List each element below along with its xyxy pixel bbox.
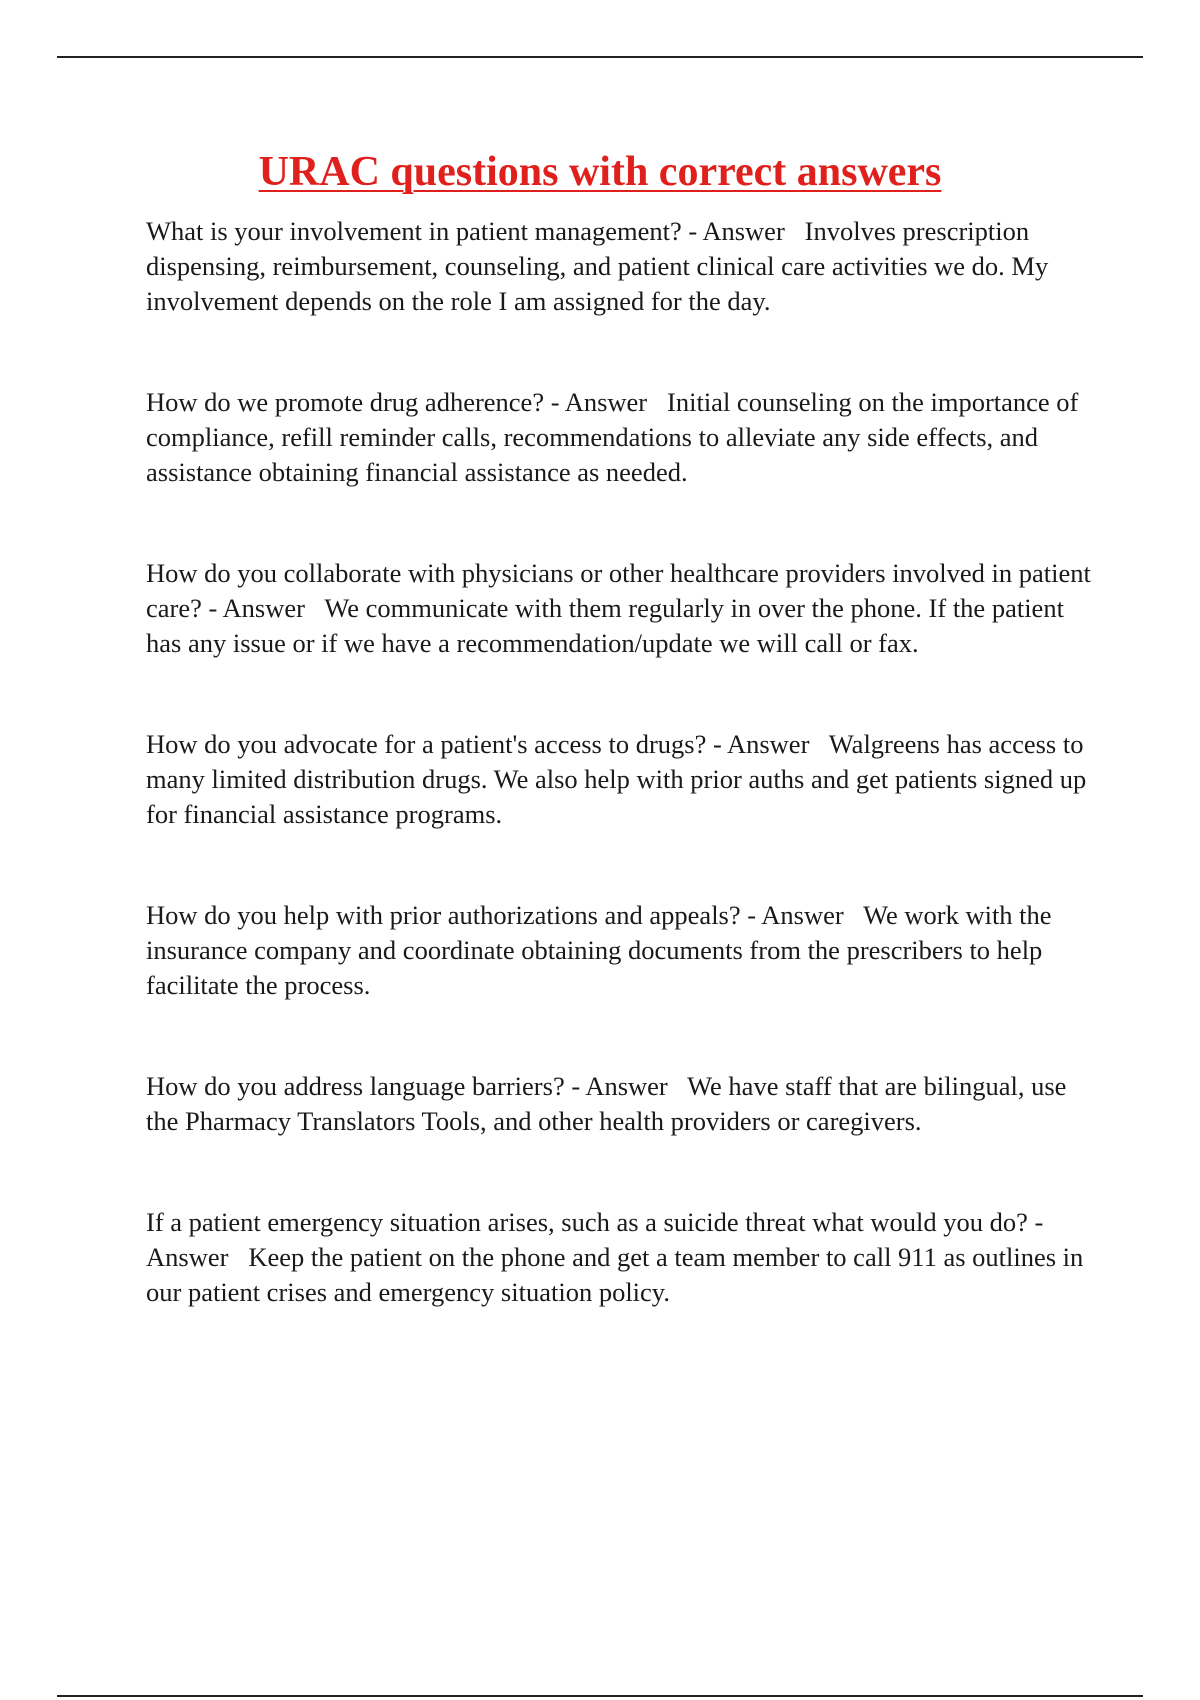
answer-separator: - Answer [706,729,829,759]
answer-text: Involves prescription dispensing, reimbursement, counseling, and patient clinical care activities we do. My involvement depends on the role I am assigned for the day. [146,216,1055,316]
answer-text: We communicate with them regularly in over the phone. If the patient has any issue or if we have a recommendation/update we will call or fax. [146,593,1071,658]
header-rule [57,56,1143,58]
question-text: How do we promote drug adherence? [146,387,545,417]
answer-text: Initial counseling on the importance of compliance, refill reminder calls, recommendations to alleviate any side effects, and assistance obtaining financial assistance as needed. [146,387,1086,487]
answer-separator: - Answer [146,1207,1049,1272]
question-text: How do you collaborate with physicians or other healthcare providers involved in patient care? [146,558,1098,623]
answer-text: We work with the insurance company and coordinate obtaining documents from the prescribers to help facilitate the process. [146,900,1059,1000]
question-text: How do you help with prior authorizations and appeals? [146,900,741,930]
qa-list [146,214,1098,1376]
qa-item [146,556,1098,661]
answer-text: We have staff that are bilingual, use the Pharmacy Translators Tools, and other health providers or caregivers. [146,1071,1074,1136]
answer-separator: - Answer [564,1071,688,1101]
qa-item [146,727,1092,832]
answer-separator: - Answer [740,900,864,930]
footer-rule [57,1695,1143,1697]
answer-separator: - Answer [201,593,325,623]
qa-item [146,385,1092,490]
question-text: How do you advocate for a patient's access to drugs? [146,729,707,759]
question-text: If a patient emergency situation arises, such as a suicide threat what would you do? [146,1207,1028,1237]
answer-separator: - Answer [544,387,668,417]
answer-text: Walgreens has access to many limited distribution drugs. We also help with prior auths and get patients signed up for financial assistance programs. [146,729,1093,829]
question-text: How do you address language barriers? [146,1071,565,1101]
answer-separator: - Answer [681,216,805,246]
document-title: URAC questions with correct answers [258,149,942,195]
answer-text: Keep the patient on the phone and get a team member to call 911 as outlines in our patient crises and emergency situation policy. [146,1242,1090,1307]
qa-item [146,1205,1092,1310]
qa-item [146,1069,1092,1139]
question-text: What is your involvement in patient management? [146,216,682,246]
qa-item [146,898,1092,1003]
qa-item [146,214,1092,319]
